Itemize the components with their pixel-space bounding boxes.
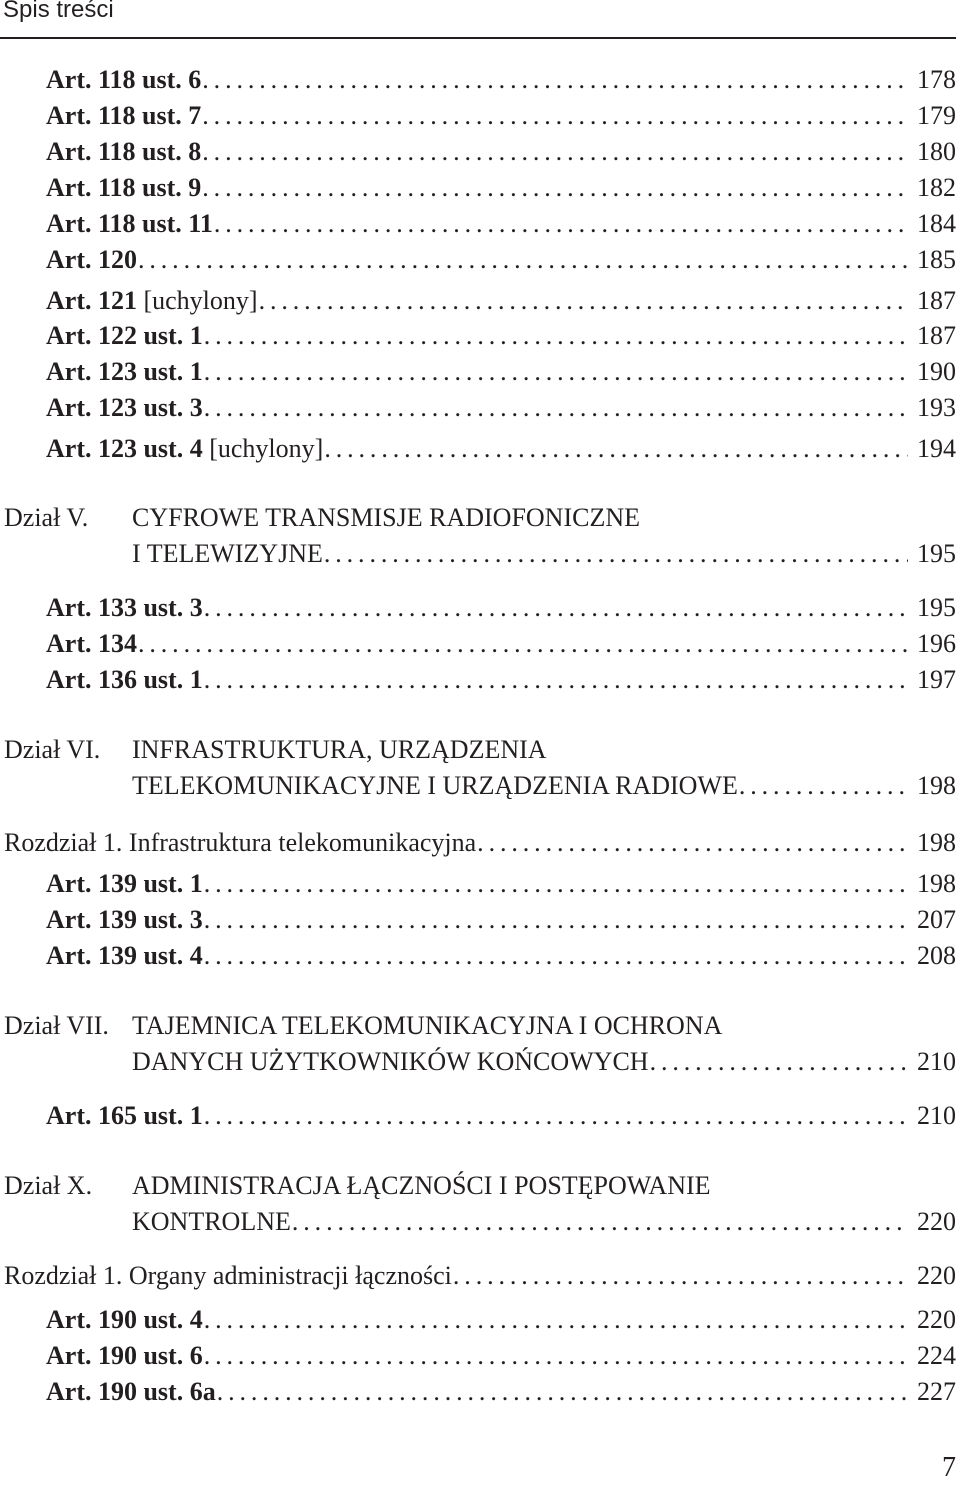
entry-label: Rozdział 1. Infrastruktura telekomunikacyjna bbox=[4, 828, 477, 857]
toc-article-entry bbox=[46, 206, 956, 242]
page-reference: 208 bbox=[917, 941, 956, 970]
entry-label bbox=[46, 134, 201, 170]
page-reference: 220 bbox=[917, 1207, 956, 1236]
dot-leader bbox=[204, 902, 908, 938]
toc-article-entry bbox=[46, 431, 956, 467]
article-status: [uchylony] bbox=[136, 286, 258, 315]
dot-leader bbox=[138, 626, 908, 662]
division-title-line2: I TELEWIZYJNE bbox=[132, 539, 323, 568]
toc-article-entry bbox=[46, 354, 956, 390]
page-reference: 196 bbox=[917, 629, 956, 658]
division-title-line2: KONTROLNE bbox=[132, 1207, 291, 1236]
entry-label bbox=[46, 1374, 216, 1410]
dot-leader bbox=[259, 283, 908, 319]
dot-leader bbox=[204, 938, 908, 974]
article-number: Art. 123 ust. 1 bbox=[46, 357, 203, 386]
toc-article-entry bbox=[46, 866, 956, 902]
division-number: Dział VII. bbox=[4, 1011, 109, 1040]
dot-leader bbox=[202, 62, 908, 98]
entry-label bbox=[46, 938, 203, 974]
entry-label bbox=[46, 626, 137, 662]
dot-leader bbox=[204, 390, 908, 426]
page-reference: 187 bbox=[917, 321, 956, 350]
dot-leader bbox=[292, 1204, 908, 1240]
dot-leader bbox=[477, 825, 908, 861]
dot-leader bbox=[324, 431, 908, 467]
article-number: Art. 118 ust. 8 bbox=[46, 137, 202, 166]
article-status: [uchylony] bbox=[202, 434, 324, 463]
entry-label bbox=[46, 431, 323, 467]
toc-article-entry bbox=[46, 902, 956, 938]
entry-label bbox=[46, 283, 258, 319]
division-title-line2-row bbox=[132, 1204, 956, 1240]
article-number: Art. 121 bbox=[46, 286, 137, 315]
division-title-line2-row bbox=[132, 536, 956, 572]
dot-leader bbox=[204, 1098, 908, 1134]
article-number: Art. 139 ust. 4 bbox=[46, 941, 203, 970]
page-reference: 224 bbox=[917, 1341, 956, 1370]
dot-leader bbox=[204, 354, 908, 390]
article-number: Art. 139 ust. 3 bbox=[46, 905, 203, 934]
article-number: Art. 133 ust. 3 bbox=[46, 593, 203, 622]
dot-leader bbox=[138, 242, 908, 278]
toc-article-entry bbox=[46, 662, 956, 698]
article-number: Art. 118 ust. 11 bbox=[46, 209, 213, 238]
page-reference: 220 bbox=[917, 1305, 956, 1334]
toc-article-entry bbox=[46, 1374, 956, 1410]
dot-leader bbox=[650, 1044, 908, 1080]
dot-leader bbox=[453, 1258, 908, 1294]
article-number: Art. 118 ust. 6 bbox=[46, 65, 202, 94]
article-number: Art. 190 ust. 6a bbox=[46, 1377, 216, 1406]
division-number: Dział VI. bbox=[4, 735, 101, 764]
entry-label bbox=[46, 170, 201, 206]
division-title-line2: TELEKOMUNIKACYJNE I URZĄDZENIA RADIOWE bbox=[132, 771, 738, 800]
dot-leader bbox=[204, 318, 908, 354]
toc-article-entry bbox=[46, 283, 956, 319]
page-reference: 178 bbox=[917, 65, 956, 94]
toc-article-entry bbox=[46, 626, 956, 662]
toc-article-entry bbox=[46, 1338, 956, 1374]
dot-leader bbox=[214, 206, 908, 242]
entry-label bbox=[46, 242, 137, 278]
page-reference: 210 bbox=[917, 1047, 956, 1076]
entry-label bbox=[46, 62, 201, 98]
dot-leader bbox=[739, 768, 908, 804]
page-reference: 185 bbox=[917, 245, 956, 274]
page-reference: 180 bbox=[917, 137, 956, 166]
division-number: Dział V. bbox=[4, 503, 89, 532]
article-number: Art. 190 ust. 4 bbox=[46, 1305, 203, 1334]
dot-leader bbox=[204, 662, 908, 698]
toc-article-entry bbox=[46, 62, 956, 98]
page-reference: 220 bbox=[917, 1261, 956, 1290]
dot-leader bbox=[204, 866, 908, 902]
entry-label bbox=[46, 1302, 203, 1338]
toc-article-entry bbox=[46, 170, 956, 206]
division-title-line1: CYFROWE TRANSMISJE RADIOFONICZNE bbox=[132, 503, 641, 532]
entry-label bbox=[46, 662, 203, 698]
division-title-line1: INFRASTRUKTURA, URZĄDZENIA bbox=[132, 735, 547, 764]
page-reference: 227 bbox=[917, 1377, 956, 1406]
division-title-line2: DANYCH UŻYTKOWNIKÓW KOŃCOWYCH bbox=[132, 1047, 649, 1076]
toc-article-entry bbox=[46, 1302, 956, 1338]
page-reference: 187 bbox=[917, 286, 956, 315]
toc-chapter-entry bbox=[4, 1258, 956, 1294]
entry-label bbox=[46, 1338, 203, 1374]
article-number: Art. 190 ust. 6 bbox=[46, 1341, 203, 1370]
entry-label bbox=[46, 354, 203, 390]
article-number: Art. 123 ust. 4 bbox=[46, 434, 203, 463]
dot-leader bbox=[217, 1374, 908, 1410]
article-number: Art. 118 ust. 7 bbox=[46, 101, 202, 130]
entry-label bbox=[46, 866, 203, 902]
page-reference: 182 bbox=[917, 173, 956, 202]
page-reference: 198 bbox=[917, 869, 956, 898]
division-title-line2-row bbox=[132, 1044, 956, 1080]
entry-label: Rozdział 1. Organy administracji łączności bbox=[4, 1261, 452, 1290]
dot-leader bbox=[324, 536, 908, 572]
toc-article-entry bbox=[46, 98, 956, 134]
division-title-line1: TAJEMNICA TELEKOMUNIKACYJNA I OCHRONA bbox=[132, 1011, 723, 1040]
entry-label bbox=[46, 390, 203, 426]
toc-article-entry bbox=[46, 242, 956, 278]
dot-leader bbox=[202, 98, 908, 134]
entry-label bbox=[46, 98, 201, 134]
running-header: Spis treści bbox=[3, 0, 114, 23]
article-number: Art. 134 bbox=[46, 629, 137, 658]
toc-chapter-entry bbox=[4, 825, 956, 861]
page-reference: 210 bbox=[917, 1101, 956, 1130]
page-reference: 179 bbox=[917, 101, 956, 130]
toc-article-entry bbox=[46, 938, 956, 974]
article-number: Art. 136 ust. 1 bbox=[46, 665, 203, 694]
toc-article-entry bbox=[46, 390, 956, 426]
dot-leader bbox=[202, 170, 908, 206]
division-number: Dział X. bbox=[4, 1171, 93, 1200]
page-reference: 207 bbox=[917, 905, 956, 934]
dot-leader bbox=[204, 590, 908, 626]
page-reference: 197 bbox=[917, 665, 956, 694]
entry-label bbox=[46, 206, 213, 242]
page-reference: 195 bbox=[917, 593, 956, 622]
dot-leader bbox=[202, 134, 908, 170]
page-reference: 184 bbox=[917, 209, 956, 238]
toc-article-entry bbox=[46, 318, 956, 354]
article-number: Art. 118 ust. 9 bbox=[46, 173, 202, 202]
page-reference: 193 bbox=[917, 393, 956, 422]
entry-label bbox=[46, 318, 203, 354]
toc-article-entry bbox=[46, 134, 956, 170]
page-reference: 195 bbox=[917, 539, 956, 568]
page-number: 7 bbox=[942, 1452, 956, 1483]
toc-article-entry bbox=[46, 1098, 956, 1134]
article-number: Art. 122 ust. 1 bbox=[46, 321, 203, 350]
toc-article-entry bbox=[46, 590, 956, 626]
dot-leader bbox=[204, 1302, 908, 1338]
article-number: Art. 120 bbox=[46, 245, 137, 274]
entry-label bbox=[46, 590, 203, 626]
page-reference: 190 bbox=[917, 357, 956, 386]
article-number: Art. 139 ust. 1 bbox=[46, 869, 203, 898]
page-reference: 198 bbox=[917, 828, 956, 857]
dot-leader bbox=[204, 1338, 908, 1374]
page-reference: 194 bbox=[917, 434, 956, 463]
entry-label bbox=[46, 1098, 203, 1134]
division-title-line1: ADMINISTRACJA ŁĄCZNOŚCI I POSTĘPOWANIE bbox=[132, 1171, 711, 1200]
page-reference: 198 bbox=[917, 771, 956, 800]
article-number: Art. 165 ust. 1 bbox=[46, 1101, 203, 1130]
article-number: Art. 123 ust. 3 bbox=[46, 393, 203, 422]
division-title-line2-row bbox=[132, 768, 956, 804]
entry-label bbox=[46, 902, 203, 938]
